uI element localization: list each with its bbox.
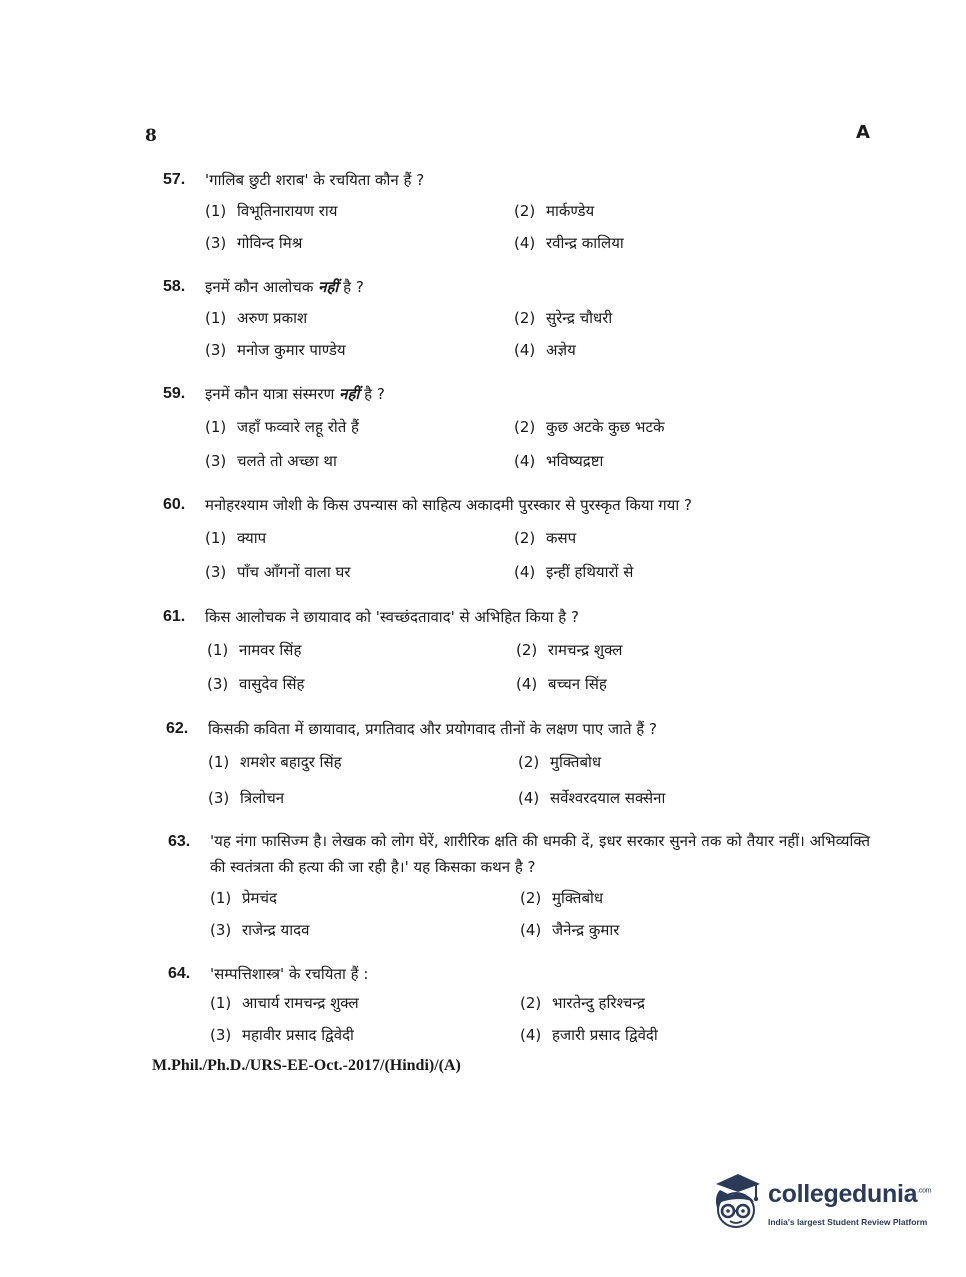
option-3 (210, 920, 309, 940)
question-number: 61. (163, 608, 186, 625)
option-number: (1) (205, 202, 227, 220)
option-4 (518, 788, 665, 808)
option-number: (4) (514, 234, 536, 252)
option-number: (2) (520, 994, 542, 1012)
option-text: भविष्यद्रष्टा (546, 452, 604, 470)
option-1 (205, 201, 337, 221)
option-text: रवीन्द्र कालिया (546, 234, 624, 252)
page-number: 8 (145, 126, 157, 146)
option-2 (514, 528, 576, 548)
option-number: (1) (205, 418, 227, 436)
question-number: 60. (163, 496, 186, 513)
option-4 (514, 233, 624, 253)
option-3 (208, 788, 284, 808)
collegedunia-logo[interactable] (708, 1170, 936, 1240)
option-text: अरुण प्रकाश (237, 309, 308, 327)
option-number: (2) (514, 202, 536, 220)
option-text: आचार्य रामचन्द्र शुक्ल (242, 994, 359, 1012)
option-text: नामवर सिंह (239, 641, 302, 659)
question-text: किसकी कविता में छायावाद, प्रगतिवाद और प्रयोगवाद तीनों के लक्षण पाए जाते हैं ? (208, 720, 657, 738)
option-number: (1) (210, 994, 232, 1012)
option-text: त्रिलोचन (240, 789, 285, 807)
option-2 (520, 888, 603, 908)
question-number: 57. (163, 171, 186, 188)
question-text: 'सम्पत्तिशास्त्र' के रचयिता हैं : (210, 965, 369, 983)
option-number: (4) (518, 789, 540, 807)
option-number: (2) (520, 889, 542, 907)
option-number: (1) (205, 309, 227, 327)
question-number: 58. (163, 278, 186, 295)
question-number: 59. (163, 385, 186, 402)
option-2 (516, 640, 622, 660)
option-number: (3) (205, 341, 227, 359)
option-text: रामचन्द्र शुक्ल (548, 641, 623, 659)
option-number: (1) (207, 641, 229, 659)
option-text: अज्ञेय (546, 341, 576, 359)
paper-code-footer: M.Phil./Ph.D./URS-EE-Oct.-2017/(Hindi)/(A) (152, 1057, 461, 1074)
option-text: बच्चन सिंह (548, 675, 607, 693)
option-number: (2) (518, 753, 540, 771)
option-1 (207, 640, 301, 660)
option-number: (4) (514, 563, 536, 581)
question-text: इनमें कौन यात्रा संस्मरण नहीं है ? (205, 385, 385, 403)
option-text: गोविन्द मिश्र (237, 234, 303, 252)
option-text: क्याप (237, 529, 267, 547)
option-text: महावीर प्रसाद द्विवेदी (242, 1026, 354, 1044)
option-number: (4) (514, 452, 536, 470)
option-4 (516, 674, 607, 694)
option-2 (518, 752, 601, 772)
option-1 (210, 888, 277, 908)
option-number: (2) (516, 641, 538, 659)
option-1 (205, 528, 266, 548)
logo-wordmark: collegedunia$^{.com}$ (768, 1180, 932, 1208)
option-3 (205, 233, 302, 253)
option-number: (2) (514, 309, 536, 327)
logo-dotcom: .com (917, 1187, 932, 1195)
option-text: मनोज कुमार पाण्डेय (237, 341, 346, 359)
emphasis-text: नहीं (318, 278, 339, 296)
option-number: (1) (210, 889, 232, 907)
option-4 (520, 920, 619, 940)
option-number: (3) (205, 452, 227, 470)
option-text: मुक्तिबोध (552, 889, 604, 907)
question-number: 63. (168, 833, 191, 850)
option-3 (205, 562, 351, 582)
option-text: कसप (546, 529, 577, 547)
question-text: 'गालिब छुटी शराब' के रचयिता कौन हैं ? (205, 171, 425, 189)
option-3 (205, 451, 337, 471)
option-2 (514, 201, 594, 221)
option-number: (1) (205, 529, 227, 547)
option-4 (514, 340, 576, 360)
option-text: जहाँ फव्वारे लहू रोते हैं (237, 418, 360, 436)
option-text: कुछ अटके कुछ भटके (546, 418, 665, 436)
option-number: (3) (205, 234, 227, 252)
option-number: (3) (207, 675, 229, 693)
option-text: प्रेमचंद (242, 889, 277, 907)
option-number: (1) (208, 753, 230, 771)
option-number: (4) (514, 341, 536, 359)
option-2 (514, 308, 612, 328)
option-number: (4) (516, 675, 538, 693)
option-text: जैनेन्द्र कुमार (552, 921, 620, 939)
question-text: 'यह नंगा फासिज्म है। लेखक को लोग घेरें, शारीरिक क्षति की धमकी दें, इधर सरकार सुनने तक को तैयार नहीं। अभिव्यक्ति की स्वतंत्रता की हत्या की जा रही है।' यह किसका कथन है ? (210, 832, 870, 876)
option-number: (3) (210, 921, 232, 939)
option-3 (210, 1025, 354, 1045)
option-number: (3) (205, 563, 227, 581)
option-number: (4) (520, 921, 542, 939)
option-number: (4) (520, 1026, 542, 1044)
option-1 (205, 417, 359, 437)
option-1 (208, 752, 342, 772)
student-mascot-icon (708, 1170, 768, 1238)
option-text: शमशेर बहादुर सिंह (240, 753, 342, 771)
option-4 (514, 451, 603, 471)
question-text: इनमें कौन आलोचक नहीं है ? (205, 278, 364, 296)
option-2 (520, 993, 645, 1013)
emphasis-text: नहीं (339, 385, 360, 403)
option-text: सर्वेश्वरदयाल सक्सेना (550, 789, 666, 807)
option-text: इन्हीं हथियारों से (546, 563, 634, 581)
option-text: पाँच आँगनों वाला घर (237, 563, 351, 581)
option-number: (3) (208, 789, 230, 807)
option-text: हजारी प्रसाद द्विवेदी (552, 1026, 658, 1044)
logo-tagline: India's largest Student Review Platform (768, 1217, 928, 1227)
option-number: (3) (210, 1026, 232, 1044)
option-text: भारतेन्दु हरिश्चन्द्र (552, 994, 645, 1012)
option-1 (205, 308, 307, 328)
question-text: किस आलोचक ने छायावाद को 'स्वच्छंदतावाद' से अभिहित किया है ? (205, 608, 579, 626)
option-text: विभूतिनारायण राय (237, 202, 338, 220)
option-2 (514, 417, 665, 437)
series-label: A (856, 122, 870, 143)
option-text: मुक्तिबोध (550, 753, 602, 771)
question-number: 64. (168, 965, 191, 982)
question-number: 62. (166, 720, 189, 737)
option-text: मार्कण्डेय (546, 202, 595, 220)
option-4 (514, 562, 633, 582)
option-3 (207, 674, 304, 694)
option-3 (205, 340, 346, 360)
option-4 (520, 1025, 658, 1045)
option-number: (2) (514, 529, 536, 547)
question-text: मनोहरश्याम जोशी के किस उपन्यास को साहित्य अकादमी पुरस्कार से पुरस्कृत किया गया ? (205, 496, 692, 514)
option-text: चलते तो अच्छा था (237, 452, 337, 470)
option-text: राजेन्द्र यादव (242, 921, 310, 939)
option-number: (2) (514, 418, 536, 436)
option-1 (210, 993, 359, 1013)
option-text: सुरेन्द्र चौधरी (546, 309, 613, 327)
option-text: वासुदेव सिंह (239, 675, 305, 693)
